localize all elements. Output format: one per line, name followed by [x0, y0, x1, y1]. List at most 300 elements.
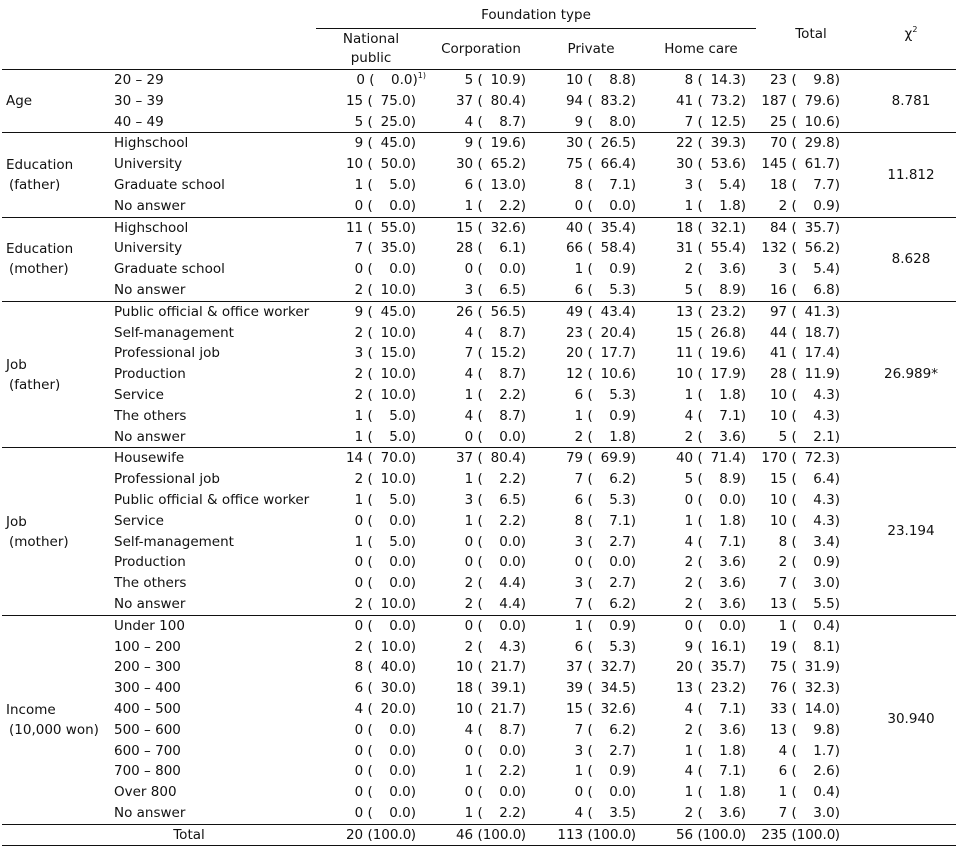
category-label: Highschool — [114, 217, 316, 238]
close-paren: ) — [630, 471, 636, 488]
open-paren: ( — [583, 407, 593, 424]
table-cell — [756, 343, 866, 364]
table-cell — [426, 238, 536, 259]
cell-percent: 41.3 — [804, 303, 835, 320]
close-paren: ) — [410, 324, 416, 341]
cell-percent: 0.0 — [609, 554, 631, 571]
close-paren: ) — [834, 450, 840, 467]
open-paren: ( — [787, 176, 797, 193]
open-paren: ( — [787, 156, 797, 173]
table-cell — [756, 720, 866, 741]
close-paren: ) — [520, 784, 526, 801]
cell-percent: 8.7 — [499, 324, 521, 341]
open-paren: ( — [583, 659, 593, 676]
table-cell — [756, 238, 866, 259]
open-paren: ( — [473, 240, 483, 257]
cell-count: 33 — [769, 700, 788, 717]
foundation-type-header: Foundation type — [316, 0, 756, 29]
cell-percent: 8.8 — [609, 72, 631, 88]
open-paren: ( — [583, 281, 593, 298]
table-cell — [536, 448, 646, 469]
table-row — [2, 552, 956, 573]
cell-percent: 16.1 — [710, 638, 741, 655]
table-cell — [536, 657, 646, 678]
table-cell — [316, 511, 426, 532]
open-paren: ( — [693, 638, 703, 655]
table-row — [2, 741, 956, 762]
table-row — [2, 154, 956, 175]
table-cell — [646, 217, 756, 238]
cell-count: 9 — [684, 638, 694, 655]
cell-percent: 53.6 — [710, 156, 741, 173]
cell-count: 28 — [769, 366, 788, 383]
close-paren: ) — [834, 680, 840, 697]
variable-label — [2, 615, 114, 824]
table-cell — [646, 511, 756, 532]
table-cell — [646, 133, 756, 154]
table-cell — [756, 175, 866, 196]
cell-count: 2 — [354, 595, 364, 612]
close-paren: ) — [740, 156, 746, 173]
close-paren: ) — [520, 345, 526, 362]
table-cell — [756, 637, 866, 658]
cell-percent: 3.5 — [609, 804, 631, 821]
close-paren: ) — [834, 784, 840, 801]
close-paren: ) — [630, 281, 636, 298]
cell-count: 1 — [464, 471, 474, 488]
table-cell — [646, 615, 756, 636]
open-paren: ( — [693, 617, 703, 634]
cell-count: 113 — [557, 826, 584, 843]
close-paren: ) — [520, 471, 526, 488]
cell-count: 0 — [464, 428, 474, 445]
open-paren: ( — [693, 240, 703, 257]
cell-percent: 5.4 — [719, 176, 741, 193]
variable-label — [2, 70, 114, 133]
table-cell — [316, 112, 426, 133]
cell-percent: 0.0 — [609, 784, 631, 801]
table-row — [2, 238, 956, 259]
cell-count: 9 — [354, 303, 364, 320]
category-label: Service — [114, 386, 164, 403]
open-paren: ( — [473, 366, 483, 383]
open-paren: ( — [363, 407, 373, 424]
cell-percent: 8.7 — [499, 113, 521, 130]
cell-count: 7 — [464, 345, 474, 362]
cell-count: 1 — [684, 784, 694, 801]
close-paren: ) — [520, 721, 526, 738]
cell-count: 16 — [769, 281, 788, 298]
table-cell — [756, 364, 866, 385]
close-paren: ) — [740, 617, 746, 634]
variable-label-line: Education — [6, 241, 74, 258]
table-cell — [756, 280, 866, 301]
cell-count: 0 — [354, 261, 364, 278]
table-cell — [536, 741, 646, 762]
table-row — [2, 448, 956, 469]
cell-percent: 14.0 — [804, 700, 835, 717]
cell-percent: 7.1 — [609, 176, 631, 193]
cell-percent: 0.0 — [499, 617, 521, 634]
close-paren: ) — [834, 261, 840, 278]
close-paren: ) — [520, 680, 526, 697]
cell-percent: 73.2 — [710, 92, 741, 109]
table-row — [2, 657, 956, 678]
cell-count: 0 — [684, 617, 694, 634]
cell-count: 4 — [464, 324, 474, 341]
cell-percent: 3.0 — [813, 804, 835, 821]
table-cell — [646, 761, 756, 782]
open-paren: ( — [693, 92, 703, 109]
open-paren: ( — [583, 763, 593, 780]
variable-label-line: Job — [6, 356, 27, 373]
cell-count: 1 — [684, 197, 694, 214]
cell-count: 13 — [675, 303, 694, 320]
variable-label — [2, 448, 114, 615]
cell-count: 44 — [769, 324, 788, 341]
open-paren: ( — [693, 742, 703, 759]
open-paren: ( — [583, 804, 593, 821]
close-paren: ) — [834, 324, 840, 341]
cell-percent: 2.2 — [499, 471, 521, 488]
table-cell — [646, 280, 756, 301]
category-label: Public official & office worker — [114, 491, 310, 508]
cell-count: 2 — [778, 197, 788, 214]
open-paren: ( — [583, 554, 593, 571]
table-cell — [426, 741, 536, 762]
open-paren: ( — [473, 261, 483, 278]
close-paren: ) — [834, 386, 840, 403]
category-label: 300 – 400 — [114, 680, 181, 697]
table-row — [2, 637, 956, 658]
header-blank — [2, 0, 316, 70]
table-row — [2, 385, 956, 406]
close-paren: ) — [410, 491, 416, 508]
cell-count: 79 — [565, 450, 584, 467]
cell-count: 4 — [464, 407, 474, 424]
close-paren: ) — [410, 113, 416, 130]
cell-count: 23 — [769, 72, 788, 88]
cell-percent: 8.9 — [719, 471, 741, 488]
open-paren: ( — [693, 176, 703, 193]
table-cell — [316, 133, 426, 154]
category-label: Production — [114, 366, 186, 383]
close-paren: ) — [520, 512, 526, 529]
close-paren: ) — [520, 240, 526, 257]
open-paren: ( — [363, 366, 373, 383]
table-cell — [426, 133, 536, 154]
close-paren: ) — [740, 638, 746, 655]
open-paren: ( — [583, 680, 593, 697]
open-paren: ( — [473, 721, 483, 738]
open-paren: ( — [473, 303, 483, 320]
table-cell — [316, 175, 426, 196]
cell-percent: 80.4 — [490, 92, 521, 109]
cell-percent: 2.7 — [609, 533, 631, 550]
table-cell — [536, 364, 646, 385]
table-row — [2, 427, 956, 448]
cell-count: 10 — [455, 700, 474, 717]
open-paren: ( — [787, 595, 797, 612]
cell-percent: 10.6 — [804, 113, 835, 130]
open-paren: ( — [583, 72, 593, 88]
cell-count: 6 — [574, 386, 584, 403]
category-label: 500 – 600 — [114, 721, 181, 738]
open-paren: ( — [583, 491, 593, 508]
open-paren: ( — [363, 742, 373, 759]
cell-percent: 15.0 — [380, 345, 411, 362]
open-paren: ( — [787, 345, 797, 362]
table-cell — [646, 175, 756, 196]
close-paren: ) — [630, 595, 636, 612]
table-cell — [316, 301, 426, 322]
table-row — [2, 175, 956, 196]
column-national-public — [316, 29, 426, 70]
close-paren: ) — [520, 659, 526, 676]
cell-count: 8 — [354, 659, 364, 676]
open-paren: ( — [583, 135, 593, 152]
cell-count: 2 — [354, 638, 364, 655]
close-paren: ) — [410, 219, 416, 236]
close-paren: ) — [740, 197, 746, 214]
open-paren: ( — [363, 491, 373, 508]
cell-count: 2 — [684, 428, 694, 445]
close-paren: ) — [834, 471, 840, 488]
close-paren: ) — [520, 554, 526, 571]
cell-percent: 65.2 — [490, 156, 521, 173]
category-label: Graduate school — [114, 261, 225, 278]
cell-percent: 10.6 — [600, 366, 631, 383]
total-header: Total — [756, 0, 866, 70]
open-paren: ( — [583, 386, 593, 403]
cell-count: 10 — [769, 512, 788, 529]
cell-percent: 0.0 — [719, 617, 741, 634]
table-cell — [536, 259, 646, 280]
table-cell — [426, 217, 536, 238]
open-paren: ( — [473, 700, 483, 717]
open-paren: ( — [363, 512, 373, 529]
close-paren: ) — [630, 345, 636, 362]
table-cell — [316, 323, 426, 344]
cell-percent: 45.0 — [380, 303, 411, 320]
cell-count: 28 — [455, 240, 474, 257]
table-cell — [646, 91, 756, 112]
cell-count: 1 — [464, 763, 474, 780]
close-paren: ) — [520, 700, 526, 717]
cell-percent: 0.9 — [813, 197, 835, 214]
table-cell — [536, 175, 646, 196]
table-cell — [756, 112, 866, 133]
category-label: University — [114, 156, 183, 173]
close-paren: ) — [520, 92, 526, 109]
cell-count: 10 — [769, 407, 788, 424]
close-paren: ) — [630, 533, 636, 550]
cell-percent: 79.6 — [804, 92, 835, 109]
cell-percent: 35.0 — [380, 240, 411, 257]
cell-count: 1 — [354, 176, 364, 193]
open-paren: ( — [693, 219, 703, 236]
table-row — [2, 323, 956, 344]
cell-count: 76 — [769, 680, 788, 697]
cell-percent: 5.3 — [609, 638, 631, 655]
open-paren: ( — [787, 804, 797, 821]
close-paren: ) — [740, 575, 746, 592]
cell-count: 15 — [345, 92, 364, 109]
cell-percent: 5.4 — [813, 261, 835, 278]
open-paren: ( — [787, 763, 797, 780]
cell-percent: 0.0 — [499, 261, 521, 278]
cell-count: 6 — [464, 176, 474, 193]
cell-percent: 23.2 — [710, 680, 741, 697]
open-paren: ( — [693, 135, 703, 152]
close-paren: ) — [740, 240, 746, 257]
cell-percent: 12.5 — [710, 113, 741, 130]
cell-count: 6 — [574, 638, 584, 655]
table-cell — [426, 699, 536, 720]
table-cell — [426, 678, 536, 699]
cell-percent: 10.0 — [380, 595, 411, 612]
open-paren: ( — [787, 742, 797, 759]
open-paren: ( — [787, 197, 797, 214]
close-paren: ) — [520, 638, 526, 655]
category-label: Professional job — [114, 471, 221, 488]
close-paren: ) — [410, 261, 416, 278]
cell-percent: 2.2 — [499, 512, 521, 529]
table-row — [2, 761, 956, 782]
cell-count: 3 — [574, 575, 584, 592]
open-paren: ( — [693, 784, 703, 801]
cell-count: 1 — [684, 386, 694, 403]
cell-count: 3 — [778, 261, 788, 278]
cell-percent: 61.7 — [804, 156, 835, 173]
close-paren: ) — [740, 135, 746, 152]
cell-percent: 17.4 — [804, 345, 835, 362]
cell-percent: 3.6 — [719, 428, 741, 445]
open-paren: ( — [363, 721, 373, 738]
close-paren: ) — [740, 450, 746, 467]
open-paren: ( — [363, 135, 373, 152]
close-paren: ) — [520, 261, 526, 278]
close-paren: ) — [630, 386, 636, 403]
table-cell — [316, 615, 426, 636]
table-cell — [316, 154, 426, 175]
open-paren: ( — [787, 638, 797, 655]
table-row — [2, 112, 956, 133]
table-cell — [426, 323, 536, 344]
cell-count: 15 — [769, 471, 788, 488]
variable-label — [2, 301, 114, 448]
open-paren: ( — [787, 324, 797, 341]
cell-percent: 8.7 — [499, 366, 521, 383]
cell-count: 4 — [464, 721, 474, 738]
cell-count: 41 — [769, 345, 788, 362]
open-paren: ( — [583, 324, 593, 341]
category-label: Highschool — [114, 133, 316, 154]
cell-count: 1 — [464, 804, 474, 821]
close-paren: ) — [410, 512, 416, 529]
cell-percent: 69.9 — [600, 450, 631, 467]
table-cell — [316, 803, 426, 824]
open-paren: ( — [693, 72, 703, 88]
table-cell — [756, 133, 866, 154]
table-cell — [536, 678, 646, 699]
open-paren: ( — [583, 261, 593, 278]
table-cell — [426, 532, 536, 553]
cell-count: 0 — [354, 575, 364, 592]
cell-percent: 3.6 — [719, 804, 741, 821]
table-cell — [426, 70, 536, 91]
table-cell — [426, 615, 536, 636]
table-cell — [756, 427, 866, 448]
open-paren: ( — [787, 240, 797, 257]
cell-percent: 5.0 — [389, 407, 411, 424]
close-paren: ) — [410, 428, 416, 445]
table-row — [2, 70, 956, 91]
close-paren: ) — [740, 261, 746, 278]
open-paren: ( — [583, 595, 593, 612]
cell-count: 6 — [354, 680, 364, 697]
cell-percent: 7.7 — [813, 176, 835, 193]
open-paren: ( — [787, 366, 797, 383]
cell-percent: 0.0 — [499, 428, 521, 445]
table-row — [2, 782, 956, 803]
cell-percent: 34.5 — [600, 680, 631, 697]
table-body — [2, 70, 956, 846]
open-paren: ( — [363, 700, 373, 717]
close-paren: ) — [740, 491, 746, 508]
cell-percent: 0.0 — [389, 804, 411, 821]
cell-count: 7 — [574, 595, 584, 612]
close-paren: ) — [834, 575, 840, 592]
cell-count: 1 — [778, 784, 788, 801]
chi-square-header — [866, 0, 956, 70]
cell-count: 37 — [565, 659, 584, 676]
open-paren: ( — [583, 345, 593, 362]
close-paren: ) — [834, 92, 840, 109]
table-cell — [646, 343, 756, 364]
total-row-label: Total — [2, 824, 316, 846]
close-paren: ) — [740, 659, 746, 676]
cell-percent: 10.0 — [380, 471, 411, 488]
cell-count: 3 — [574, 742, 584, 759]
close-paren: ) — [410, 533, 416, 550]
open-paren: ( — [363, 261, 373, 278]
cell-count: 7 — [574, 721, 584, 738]
open-paren: ( — [363, 804, 373, 821]
category-label: Professional job — [114, 345, 221, 362]
chi-square-value: 11.812 — [866, 133, 956, 217]
open-paren: ( — [693, 512, 703, 529]
table-cell — [316, 637, 426, 658]
cell-count: 31 — [675, 240, 694, 257]
close-paren: ) — [410, 366, 416, 383]
open-paren: ( — [363, 450, 373, 467]
table-row — [2, 406, 956, 427]
cell-percent: 10.0 — [380, 386, 411, 403]
close-paren: ) — [740, 784, 746, 801]
table-cell — [646, 112, 756, 133]
cell-percent: 2.1 — [813, 428, 835, 445]
close-paren: ) — [834, 659, 840, 676]
close-paren: ) — [740, 324, 746, 341]
cell-percent: 10.0 — [380, 366, 411, 383]
cell-percent: 1.8 — [609, 428, 631, 445]
close-paren: ) — [520, 281, 526, 298]
close-paren: ) — [410, 156, 416, 173]
open-paren: ( — [693, 197, 703, 214]
open-paren: ( — [693, 826, 703, 843]
cell-count: 7 — [778, 804, 788, 821]
